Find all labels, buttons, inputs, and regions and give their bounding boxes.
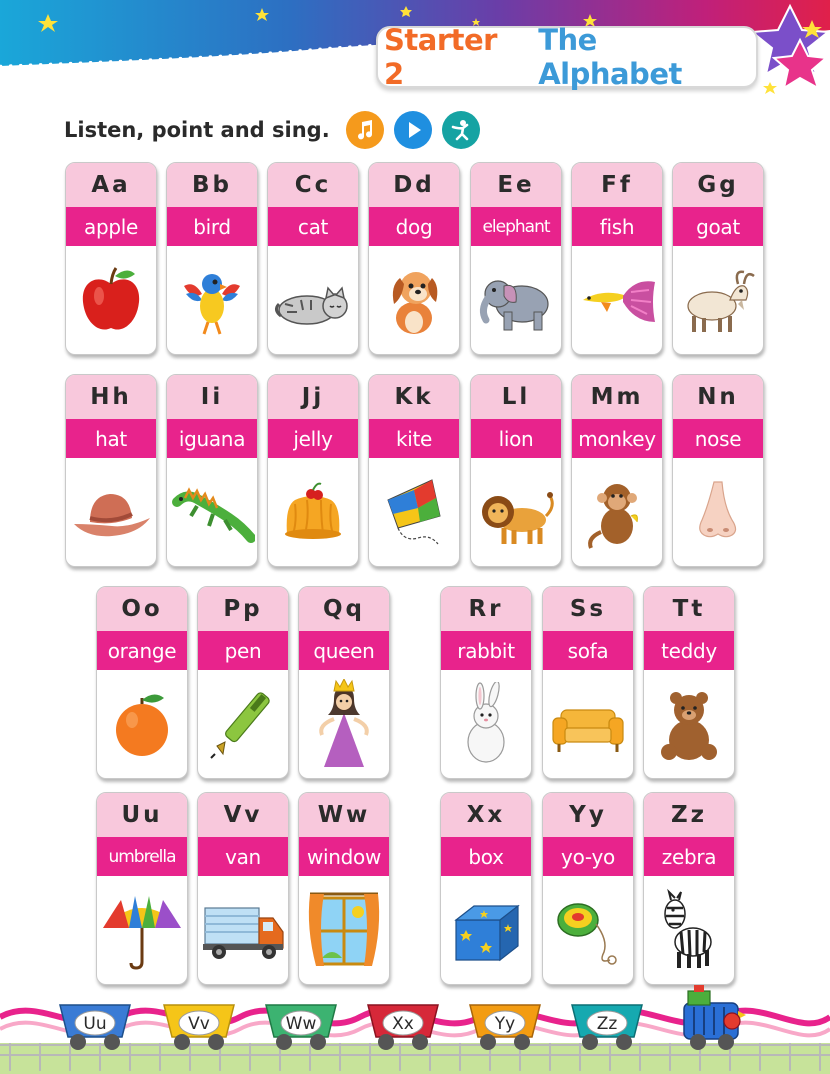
- cat-icon: [271, 260, 355, 340]
- queen-icon: [304, 679, 384, 769]
- card-letter: Ee: [471, 163, 561, 207]
- letter-card-d[interactable]: [368, 162, 460, 355]
- play-icon[interactable]: [394, 111, 432, 149]
- yoyo-icon: [548, 890, 628, 970]
- title-text: The Alphabet: [538, 23, 682, 91]
- card-letter: Rr: [441, 587, 531, 631]
- header-banner: [0, 0, 830, 110]
- train-engine: [684, 985, 746, 1050]
- wagon-label: Yy: [494, 1014, 516, 1034]
- card-word: hat: [66, 419, 156, 458]
- umbrella-icon: [99, 888, 185, 972]
- letter-card-x[interactable]: [440, 792, 532, 985]
- card-letter: Kk: [369, 375, 459, 419]
- box-icon: [444, 890, 528, 970]
- card-word: orange: [97, 631, 187, 670]
- card-letter: Bb: [167, 163, 257, 207]
- card-word: kite: [369, 419, 459, 458]
- card-letter: Ll: [471, 375, 561, 419]
- van-icon: [199, 890, 287, 970]
- card-word: queen: [299, 631, 389, 670]
- wagon-label: Zz: [596, 1014, 618, 1034]
- alphabet-train: [0, 985, 830, 1074]
- card-word: goat: [673, 207, 763, 246]
- train-illustration: [0, 985, 830, 1074]
- card-letter: Yy: [543, 793, 633, 837]
- card-word: iguana: [167, 419, 257, 458]
- apple-icon: [71, 260, 151, 340]
- letter-card-s[interactable]: [542, 586, 634, 779]
- goat-icon: [678, 260, 758, 340]
- elephant-icon: [474, 260, 558, 340]
- letter-card-a[interactable]: [65, 162, 157, 355]
- card-word: cat: [268, 207, 358, 246]
- card-letter: Ff: [572, 163, 662, 207]
- card-letter: Qq: [299, 587, 389, 631]
- card-word: apple: [66, 207, 156, 246]
- card-letter: Dd: [369, 163, 459, 207]
- card-letter: Ii: [167, 375, 257, 419]
- letter-card-t[interactable]: [643, 586, 735, 779]
- card-word: umbrella: [97, 837, 187, 876]
- card-letter: Ww: [299, 793, 389, 837]
- card-word: dog: [369, 207, 459, 246]
- starter-label: Starter 2: [384, 23, 497, 91]
- card-letter: Tt: [644, 587, 734, 631]
- letter-card-e[interactable]: [470, 162, 562, 355]
- nose-icon: [678, 472, 758, 552]
- pen-icon: [203, 684, 283, 764]
- dog-icon: [374, 260, 454, 340]
- kite-icon: [374, 472, 454, 552]
- letter-card-g[interactable]: [672, 162, 764, 355]
- zebra-icon: [649, 888, 729, 972]
- instruction-row: [64, 112, 480, 148]
- lion-icon: [474, 472, 558, 552]
- letter-card-o[interactable]: [96, 586, 188, 779]
- letter-card-k[interactable]: [368, 374, 460, 567]
- card-letter: Xx: [441, 793, 531, 837]
- music-note-icon[interactable]: [346, 111, 384, 149]
- card-word: rabbit: [441, 631, 531, 670]
- letter-card-f[interactable]: [571, 162, 663, 355]
- card-word: elephant: [471, 207, 561, 246]
- card-word: box: [441, 837, 531, 876]
- letter-card-u[interactable]: [96, 792, 188, 985]
- hat-icon: [68, 472, 154, 552]
- letter-card-w[interactable]: [298, 792, 390, 985]
- letter-card-y[interactable]: [542, 792, 634, 985]
- letter-card-h[interactable]: [65, 374, 157, 567]
- teddy-icon: [649, 682, 729, 766]
- rabbit-icon: [446, 682, 526, 766]
- card-word: bird: [167, 207, 257, 246]
- monkey-icon: [577, 472, 657, 552]
- letter-card-v[interactable]: [197, 792, 289, 985]
- card-letter: Pp: [198, 587, 288, 631]
- card-letter: Mm: [572, 375, 662, 419]
- letter-card-z[interactable]: [643, 792, 735, 985]
- card-letter: Gg: [673, 163, 763, 207]
- letter-card-m[interactable]: [571, 374, 663, 567]
- card-letter: Uu: [97, 793, 187, 837]
- jelly-icon: [273, 472, 353, 552]
- letter-card-q[interactable]: [298, 586, 390, 779]
- card-word: yo-yo: [543, 837, 633, 876]
- bird-icon: [172, 260, 252, 340]
- iguana-icon: [169, 472, 255, 552]
- wagon-label: Xx: [392, 1014, 414, 1034]
- card-letter: Nn: [673, 375, 763, 419]
- card-word: sofa: [543, 631, 633, 670]
- wagon-label: Uu: [83, 1014, 107, 1034]
- card-word: teddy: [644, 631, 734, 670]
- letter-card-l[interactable]: [470, 374, 562, 567]
- card-word: monkey: [572, 419, 662, 458]
- card-word: nose: [673, 419, 763, 458]
- letter-card-c[interactable]: [267, 162, 359, 355]
- card-letter: Oo: [97, 587, 187, 631]
- card-letter: Zz: [644, 793, 734, 837]
- orange-icon: [102, 684, 182, 764]
- card-word: zebra: [644, 837, 734, 876]
- letter-card-p[interactable]: [197, 586, 289, 779]
- letter-card-b[interactable]: [166, 162, 258, 355]
- dance-icon[interactable]: [442, 111, 480, 149]
- card-word: van: [198, 837, 288, 876]
- card-letter: Vv: [198, 793, 288, 837]
- letter-card-i[interactable]: [166, 374, 258, 567]
- card-word: window: [299, 837, 389, 876]
- card-word: lion: [471, 419, 561, 458]
- card-word: jelly: [268, 419, 358, 458]
- card-letter: Ss: [543, 587, 633, 631]
- card-letter: Cc: [268, 163, 358, 207]
- card-word: pen: [198, 631, 288, 670]
- card-letter: Aa: [66, 163, 156, 207]
- card-letter: Jj: [268, 375, 358, 419]
- sofa-icon: [545, 684, 631, 764]
- letter-card-r[interactable]: [440, 586, 532, 779]
- page-title: [376, 23, 758, 91]
- instruction-text: Listen, point and sing.: [64, 118, 330, 142]
- fish-icon: [575, 260, 659, 340]
- letter-card-j[interactable]: [267, 374, 359, 567]
- card-word: fish: [572, 207, 662, 246]
- letter-card-n[interactable]: [672, 374, 764, 567]
- wagon-label: Vv: [188, 1014, 210, 1034]
- window-icon: [302, 888, 386, 972]
- wagon-label: Ww: [285, 1014, 317, 1034]
- card-letter: Hh: [66, 375, 156, 419]
